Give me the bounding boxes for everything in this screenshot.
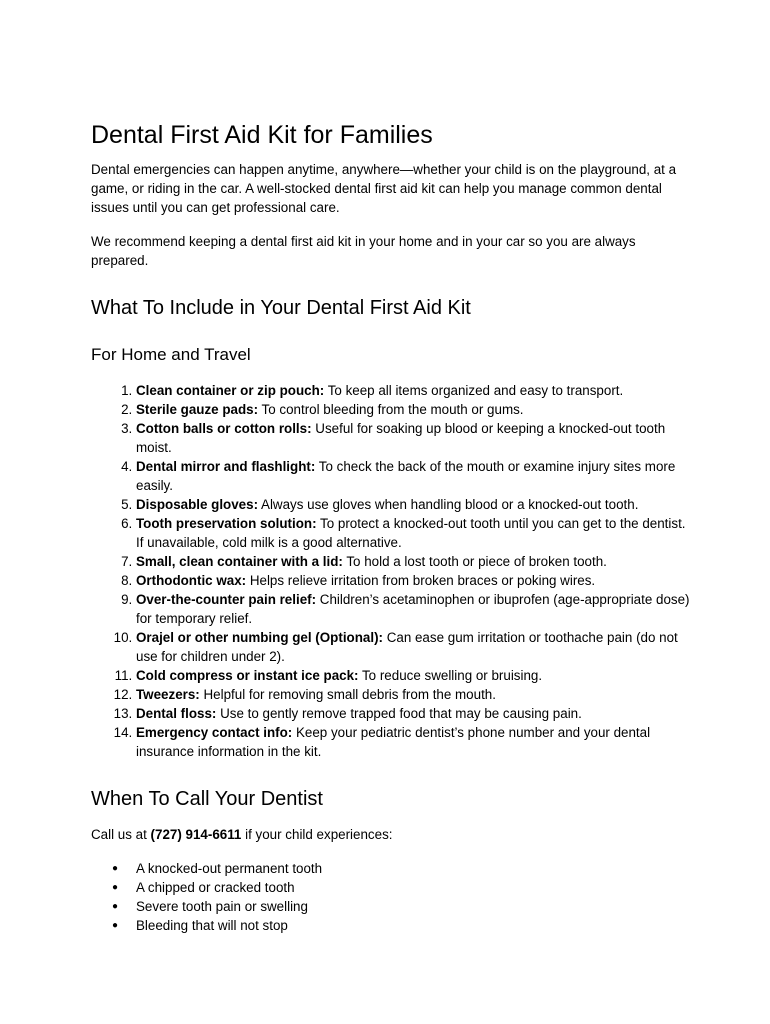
list-item xyxy=(136,400,690,419)
bullet-icon: ● xyxy=(112,901,119,912)
list-item xyxy=(136,495,690,514)
list-item xyxy=(112,878,690,897)
reason-text: Severe tooth pain or swelling xyxy=(136,899,308,914)
item-term: Cotton balls or cotton rolls: xyxy=(136,421,312,436)
call-reasons-list xyxy=(91,859,690,935)
call-prefix: Call us at xyxy=(91,827,151,842)
list-item xyxy=(136,590,690,628)
reason-text: A chipped or cracked tooth xyxy=(136,880,295,895)
item-term: Orajel or other numbing gel (Optional): xyxy=(136,630,383,645)
intro-paragraph-1: Dental emergencies can happen anytime, anywhere—whether your child is on the playground, at a game, or riding in the car. A well-stocked dental first aid kit can help you manage common dental issues until you can get professional care. xyxy=(91,162,677,215)
item-term: Cold compress or instant ice pack: xyxy=(136,668,359,683)
item-desc: Keep your pediatric dentist’s phone number and your dental insurance information in the kit. xyxy=(136,725,651,759)
item-term: Disposable gloves: xyxy=(136,497,259,512)
list-item xyxy=(136,419,690,457)
item-term: Tooth preservation solution: xyxy=(136,516,317,531)
phone-number: (727) 914-6611 xyxy=(150,827,242,842)
item-term: Over-the-counter pain relief: xyxy=(136,592,317,607)
section-heading-include: What To Include in Your Dental First Aid Kit xyxy=(91,297,471,319)
page-title: Dental First Aid Kit for Families xyxy=(91,121,433,149)
item-desc: Always use gloves when handling blood or a knocked-out tooth. xyxy=(258,497,639,512)
list-item xyxy=(136,666,690,685)
bullet-icon: ● xyxy=(112,920,119,931)
list-item xyxy=(136,552,690,571)
list-item xyxy=(112,897,690,916)
item-desc: To reduce swelling or bruising. xyxy=(358,668,543,683)
reason-text: Bleeding that will not stop xyxy=(136,918,288,933)
list-item xyxy=(136,514,690,552)
call-us-line xyxy=(91,825,690,844)
item-term: Dental mirror and flashlight: xyxy=(136,459,316,474)
list-item xyxy=(136,685,690,704)
list-item xyxy=(136,457,690,495)
item-desc: To control bleeding from the mouth or gums. xyxy=(258,402,524,417)
list-item xyxy=(136,571,690,590)
item-desc: Useful for soaking up blood or keeping a knocked-out tooth moist. xyxy=(136,421,666,455)
item-desc: Use to gently remove trapped food that may be causing pain. xyxy=(216,706,582,721)
item-desc: Children’s acetaminophen or ibuprofen (age-appropriate dose) for temporary relief. xyxy=(136,592,690,626)
item-desc: Helps relieve irritation from broken braces or poking wires. xyxy=(246,573,596,588)
list-item xyxy=(112,859,690,878)
list-item xyxy=(136,723,690,761)
item-desc: Can ease gum irritation or toothache pain (do not use for children under 2). xyxy=(136,630,678,664)
item-term: Dental floss: xyxy=(136,706,217,721)
item-desc: To hold a lost tooth or piece of broken tooth. xyxy=(342,554,607,569)
kit-items-list xyxy=(91,381,690,761)
item-desc: To keep all items organized and easy to transport. xyxy=(324,383,624,398)
subsection-heading-home-travel: For Home and Travel xyxy=(91,345,251,364)
list-item xyxy=(112,916,690,935)
list-item xyxy=(136,628,690,666)
list-item xyxy=(136,704,690,723)
item-term: Small, clean container with a lid: xyxy=(136,554,343,569)
list-item xyxy=(136,381,690,400)
bullet-icon: ● xyxy=(112,882,119,893)
item-term: Sterile gauze pads: xyxy=(136,402,259,417)
item-term: Tweezers: xyxy=(136,687,200,702)
item-desc: To protect a knocked-out tooth until you can get to the dentist. If unavailable, cold milk is a good alternative. xyxy=(136,516,686,550)
reason-text: A knocked-out permanent tooth xyxy=(136,861,323,876)
item-term: Emergency contact info: xyxy=(136,725,293,740)
bullet-icon: ● xyxy=(112,863,119,874)
item-term: Orthodontic wax: xyxy=(136,573,247,588)
call-suffix: if your child experiences: xyxy=(241,827,393,842)
item-desc: To check the back of the mouth or examine injury sites more easily. xyxy=(136,459,676,493)
intro-paragraph-2: We recommend keeping a dental first aid kit in your home and in your car so you are always prepared. xyxy=(91,234,636,268)
item-term: Clean container or zip pouch: xyxy=(136,383,325,398)
item-desc: Helpful for removing small debris from the mouth. xyxy=(199,687,496,702)
section-heading-call-dentist: When To Call Your Dentist xyxy=(91,788,323,810)
